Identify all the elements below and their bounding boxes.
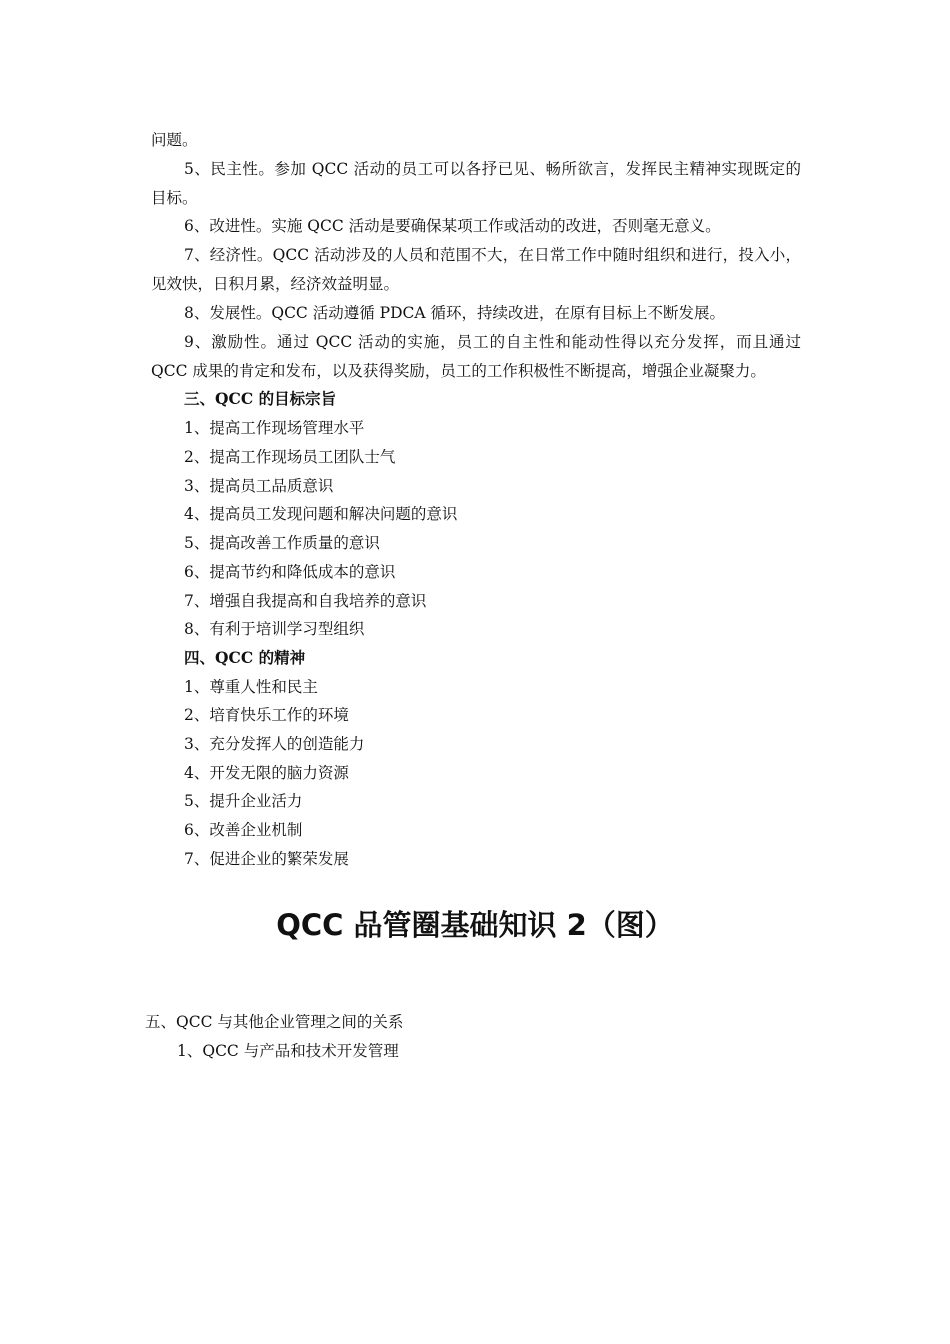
feature-5-line-2: 目标。: [151, 189, 198, 207]
section-4-item: 3、充分发挥人的创造能力: [184, 735, 365, 753]
section-3-item: 4、提高员工发现问题和解决问题的意识: [184, 505, 458, 523]
section-4-item: 4、开发无限的脑力资源: [184, 764, 349, 782]
section-3-item: 1、提高工作现场管理水平: [184, 419, 365, 437]
feature-9-line-1: 9、激励性。通过 QCC 活动的实施，员工的自主性和能动性得以充分发挥，而且通过: [184, 333, 801, 351]
section-3-item: 8、有利于培训学习型组织: [184, 620, 365, 638]
feature-9-line-2: QCC 成果的肯定和发布，以及获得奖励，员工的工作积极性不断提高，增强企业凝聚力。: [151, 362, 766, 380]
section-4-item: 1、尊重人性和民主: [184, 678, 318, 696]
section-5-heading: 五、QCC 与其他企业管理之间的关系: [145, 1013, 404, 1031]
feature-7-line-1: 7、经济性。QCC 活动涉及的人员和范围不大，在日常工作中随时组织和进行，投入小，: [184, 246, 801, 264]
feature-7-line-2: 见效快，日积月累，经济效益明显。: [151, 275, 400, 293]
feature-5-line-1: 5、民主性。参加 QCC 活动的员工可以各抒已见、畅所欲言，发挥民主精神实现既定的: [184, 160, 801, 178]
section-3-item: 5、提高改善工作质量的意识: [184, 534, 380, 552]
section-4-item: 2、培育快乐工作的环境: [184, 706, 349, 724]
section-4-heading: 四、QCC 的精神: [184, 648, 306, 667]
section-3-item: 3、提高员工品质意识: [184, 477, 334, 495]
feature-8-line-1: 8、发展性。QCC 活动遵循 PDCA 循环，持续改进，在原有目标上不断发展。: [184, 304, 725, 322]
section-3-item: 2、提高工作现场员工团队士气: [184, 448, 396, 466]
article-title: QCC 品管圈基础知识 2（图）: [276, 908, 674, 942]
section-3-item: 6、提高节约和降低成本的意识: [184, 563, 396, 581]
section-5-sub-item: 1、QCC 与产品和技术开发管理: [177, 1042, 399, 1060]
section-3-item: 7、增强自我提高和自我培养的意识: [184, 592, 427, 610]
section-3-heading: 三、QCC 的目标宗旨: [184, 389, 337, 408]
section-4-item: 7、促进企业的繁荣发展: [184, 850, 349, 868]
feature-6-line-1: 6、改进性。实施 QCC 活动是要确保某项工作或活动的改进，否则毫无意义。: [184, 217, 721, 235]
section-4-item: 5、提升企业活力: [184, 792, 303, 810]
intro-tail-text: 问题。: [151, 131, 198, 149]
section-4-item: 6、改善企业机制: [184, 821, 303, 839]
